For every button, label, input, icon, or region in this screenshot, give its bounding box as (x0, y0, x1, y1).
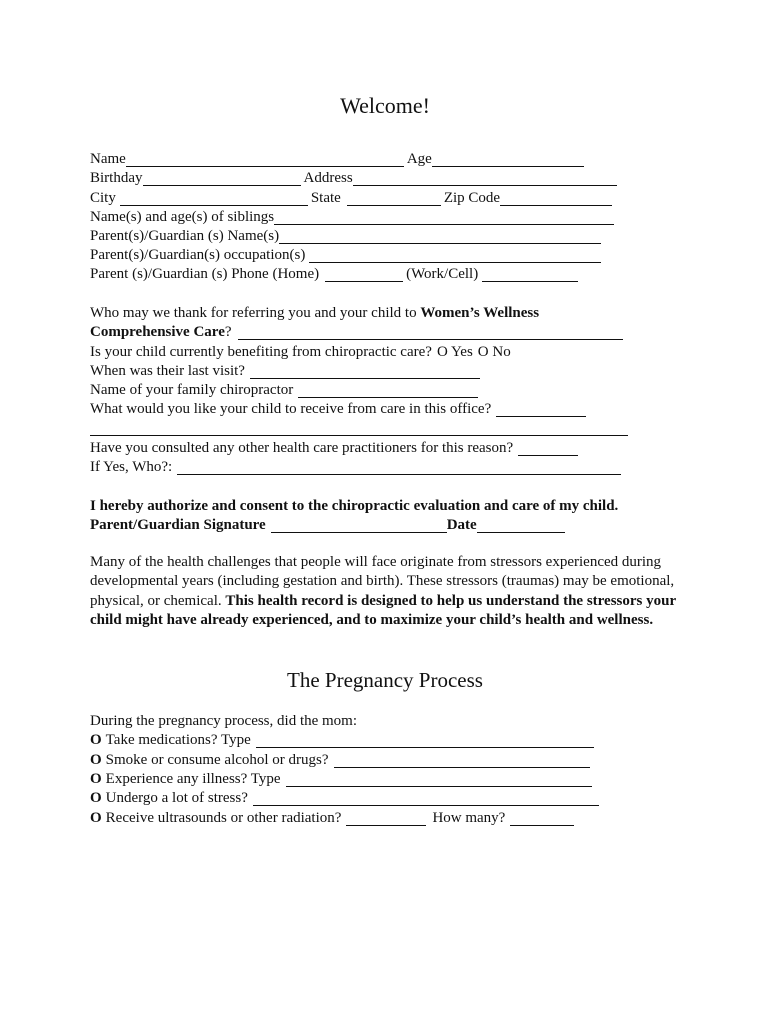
siblings-row (90, 208, 650, 227)
consulted-row (90, 439, 650, 458)
family-chiro-row (90, 381, 650, 400)
illness-label: Experience any illness? Type (105, 771, 281, 787)
state-field[interactable] (347, 191, 441, 206)
practice-name-line1: Women’s Wellness (420, 305, 540, 321)
alcohol-field[interactable] (334, 753, 590, 768)
receive-care-field[interactable] (496, 402, 586, 417)
intro-text: Many of the health challenges that people will face originate from stressors experienced during developmental years (including gestation and birth). These stressors (traumas) may be emotional, physical, or chemical. (90, 554, 675, 609)
home-phone-field[interactable] (325, 267, 403, 282)
current-care-row (90, 343, 650, 362)
city-state-zip-row (90, 189, 650, 208)
last-visit-label: When was their last visit? (90, 363, 245, 379)
if-yes-field[interactable] (177, 460, 621, 475)
name-label: Name (90, 151, 126, 167)
address-label: Address (303, 170, 353, 186)
guardian-names-field[interactable] (279, 229, 601, 244)
receive-care-row (90, 400, 650, 419)
question-mark: ? (224, 324, 232, 340)
how-many-label: How many? (432, 810, 506, 826)
referrer-field[interactable] (238, 325, 623, 340)
birthday-address-row (90, 169, 650, 188)
name-field[interactable] (126, 152, 404, 167)
family-chiro-field[interactable] (298, 383, 478, 398)
stress-label: Undergo a lot of stress? (105, 790, 248, 806)
city-label: City (90, 190, 116, 206)
pregnancy-intro: During the pregnancy process, did the mom: (90, 713, 358, 729)
intro-paragraph (90, 553, 690, 631)
ultrasound-label: Receive ultrasounds or other radiation? (105, 810, 342, 826)
guardian-phone-label: Parent (s)/Guardian (s) Phone (Home) (90, 266, 320, 282)
practice-name-line2: Comprehensive Care (90, 324, 225, 340)
work-cell-label: (Work/Cell) (406, 266, 479, 282)
work-cell-field[interactable] (482, 267, 578, 282)
state-label: State (310, 190, 341, 206)
ultrasound-row (90, 809, 650, 828)
date-field[interactable] (477, 518, 565, 533)
illness-checkbox[interactable]: O (90, 771, 102, 787)
signature-field[interactable] (271, 518, 447, 533)
illness-row (90, 770, 650, 789)
consent-row (90, 497, 690, 516)
age-label: Age (406, 151, 432, 167)
receive-care-field-line2[interactable] (90, 435, 628, 436)
stress-checkbox[interactable]: O (90, 790, 102, 806)
guardian-phone-row (90, 265, 650, 284)
zip-field[interactable] (500, 191, 612, 206)
consulted-label: Have you consulted any other health care practitioners for this reason? (90, 440, 514, 456)
medications-checkbox[interactable]: O (90, 732, 102, 748)
guardian-occupation-row (90, 246, 650, 265)
yes-option[interactable]: O Yes (436, 344, 473, 360)
guardian-names-label: Parent(s)/Guardian (s) Name(s) (90, 228, 280, 244)
medications-field[interactable] (256, 733, 594, 748)
alcohol-checkbox[interactable]: O (90, 752, 102, 768)
current-care-question: Is your child currently benefiting from chiropractic care? (90, 344, 432, 360)
guardian-occupation-label: Parent(s)/Guardian(s) occupation(s) (90, 247, 306, 263)
stress-field[interactable] (253, 791, 599, 806)
zip-label: Zip Code (443, 190, 501, 206)
age-field[interactable] (432, 152, 584, 167)
ultrasound-checkbox[interactable]: O (90, 810, 102, 826)
name-age-row (90, 150, 650, 169)
siblings-label: Name(s) and age(s) of siblings (90, 209, 275, 225)
referral-question: Who may we thank for referring you and your child to (90, 305, 421, 321)
stress-row (90, 789, 650, 808)
guardian-names-row (90, 227, 650, 246)
siblings-field[interactable] (274, 210, 614, 225)
if-yes-row (90, 458, 650, 477)
ultrasound-field[interactable] (346, 811, 426, 826)
family-chiro-label: Name of your family chiropractor (90, 382, 294, 398)
pregnancy-title: The Pregnancy Process (287, 668, 483, 692)
birthday-field[interactable] (143, 171, 301, 186)
alcohol-label: Smoke or consume alcohol or drugs? (105, 752, 329, 768)
welcome-title: Welcome! (340, 93, 430, 118)
last-visit-field[interactable] (250, 364, 480, 379)
signature-row (90, 516, 650, 535)
pregnancy-intro-row (90, 712, 650, 731)
birthday-label: Birthday (90, 170, 143, 186)
intro-bold-text: This health record is designed to help us understand the stressors your child might have already experienced, and to maximize your child’s health and wellness. (90, 592, 676, 629)
last-visit-row (90, 362, 650, 381)
if-yes-label: If Yes, Who?: (90, 459, 173, 475)
how-many-field[interactable] (510, 811, 574, 826)
illness-field[interactable] (286, 772, 592, 787)
signature-label: Parent/Guardian Signature (90, 517, 266, 533)
consulted-field[interactable] (518, 441, 578, 456)
date-label: Date (446, 517, 477, 533)
guardian-occupation-field[interactable] (309, 248, 601, 263)
no-option[interactable]: O No (477, 344, 511, 360)
referral-answer-row (90, 323, 650, 342)
receive-care-label: What would you like your child to receive from care in this office? (90, 401, 492, 417)
medications-row (90, 731, 650, 750)
referral-question-row (90, 304, 650, 323)
city-field[interactable] (120, 191, 308, 206)
address-field[interactable] (353, 171, 617, 186)
consent-text: I hereby authorize and consent to the chiropractic evaluation and care of my child. (90, 498, 619, 514)
medications-label: Take medications? Type (105, 732, 251, 748)
alcohol-row (90, 751, 650, 770)
